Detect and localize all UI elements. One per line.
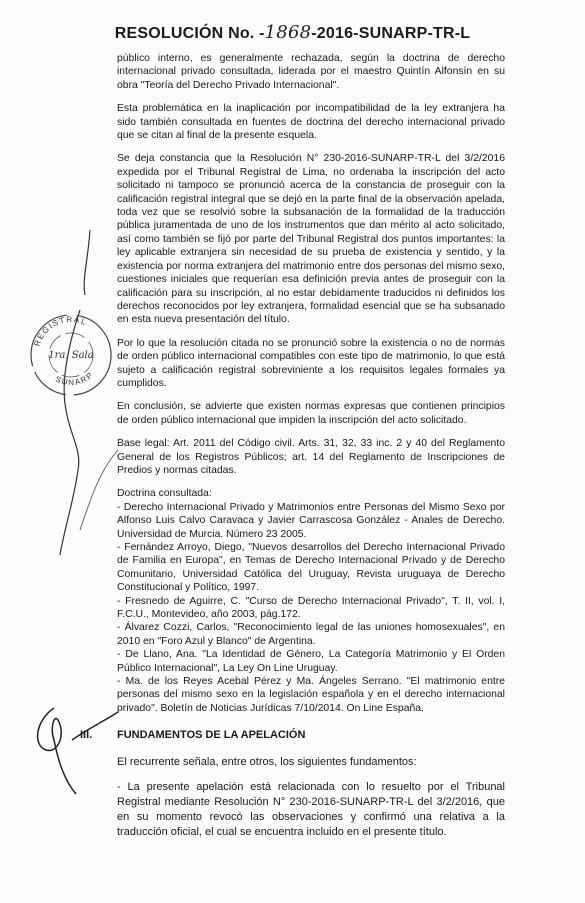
- seal-top-text: REGISTRAL: [32, 314, 89, 348]
- reference-item: - De Llano, Ana. "La Identidad de Género, La Categoría Matrimonio y El Orden Público Internacional", La Ley On Line Uruguay.: [117, 649, 505, 674]
- paragraph: El recurrente señala, entre otros, los siguientes fundamentos:: [117, 755, 417, 768]
- references-list: [117, 487, 505, 715]
- reference-item: - Fernández Arroyo, Diego, "Nuevos desarrollos del Derecho Internacional Privado de Familia en Europa", en Temas de Derecho Internacional Privado y de Derecho Comunitario, Universidad Católica del Uruguay, Revista uruguaya de Derecho Constitucional y Político, 1997.: [117, 542, 505, 594]
- reference-item: - Ma. de los Reyes Acebal Pérez y Ma. Ángeles Serrano. "El matrimonio entre personas del mismo sexo en la legislación española y en el derecho internacional privado". Boletín de Noticias Jurídicas 7/10/2014. On Line España.: [117, 676, 505, 714]
- seal-bottom-text: SUNARP: [54, 370, 96, 388]
- paragraph: Esta problemática en la inaplicación por incompatibilidad de la ley extranjera ha sido también consultada en fuentes de doctrina del derecho internacional privado que se citan al final de la presente esquela.: [117, 103, 505, 142]
- resolution-suffix: -2016-SUNARP-TR-L: [311, 25, 471, 42]
- paragraph: En conclusión, se advierte que existen normas expresas que contienen principios de orden público internacional que impiden la inscripción del acto solicitado.: [117, 401, 505, 426]
- resolution-prefix: RESOLUCIÓN No. -: [114, 25, 265, 42]
- paragraph: Por lo que la resolución citada no se pronunció sobre la existencia o no de normas de orden público internacional compatibles con este tipo de matrimonio, lo que está sujeto a calificación registral sobreviniente a los requisitos legales formales ya cumplidos.: [117, 337, 505, 389]
- paragraph-legal-basis: Base legal: Art. 2011 del Código civil. Arts. 31, 32, 33 inc. 2 y 40 del Reglamento General de los Registros Públicos; art. 14 del Reglamento de Inscripciones de Predios y normas citadas.: [117, 438, 505, 476]
- reference-item: - Fresnedo de Aguirre, C. "Curso de Derecho Internacional Privado", T. II, vol. I, F.C.U., Montevideo, año 2003, pág.172.: [117, 595, 505, 621]
- resolution-number: 1868: [264, 22, 312, 43]
- section-number: III.: [80, 729, 93, 742]
- seal-center-text: 1ra. Sala: [48, 350, 94, 361]
- section-heading: [80, 729, 505, 742]
- reference-item: - Álvarez Cozzi, Carlos, "Reconocimiento legal de las uniones homosexuales", en 2010 en "Foro Azul y Blanco" de Argentina.: [117, 622, 505, 647]
- document-body: [80, 52, 505, 850]
- reference-item: - Derecho Internacional Privado y Matrimonios entre Personas del Mismo Sexo por Alfonso Luis Calvo Caravaca y Javier Carrascosa González - Anales de Derecho. Universidad de Murcia. Número 23 2005.: [117, 501, 505, 540]
- paragraph: Se deja constancia que la Resolución N° 230-2016-SUNARP-TR-L del 3/2/2016 expedida por el Tribunal Registral de Lima, no ordenaba la inscripción del acto solicitado ni tampoco se pronunció acerca de la constancia de proseguir con la calificación registral integral que se dejó en la parte final de la observación apelada, toda vez que se resolvió sobre la subsanación de la formalidad de la traducción pública juramentada de uno de los instrumentos que dan mérito al acto solicitado, así como también se fijó por parte del Tribunal Registral dos puntos importantes: la ley aplicable extranjera sin necesidad de su prueba de existencia y sentido, y la existencia por norma extranjera del matrimonio entre dos personas del mismo sexo, cuestiones iniciales que requerían esa definición previa antes de proseguir con la calificación para su inscripción, al no estar debidamente traducidos ni definidos los derechos reconocidos por ley extranjera, formalidad esencial que se ha subsanado en esta nueva presentación del título.: [117, 153, 505, 326]
- handwritten-initials: [14, 690, 124, 800]
- section-title: FUNDAMENTOS DE LA APELACIÓN: [117, 729, 306, 742]
- references-heading: Doctrina consultada:: [117, 488, 212, 500]
- paragraph: - La presente apelación está relacionada con lo resuelto por el Tribunal Registral mediante Resolución N° 230-2016-SUNARP-TR-L del 3/2/2016, que en su momento revocó las observaciones y confirmó una relativa a la traducción oficial, el cual se encuentra incluido en el presente título.: [117, 780, 505, 838]
- resolution-header: [0, 22, 585, 43]
- paragraph: público interno, es generalmente rechazada, según la doctrina de derecho internacional privado consultada, liderada por el maestro Quintín Alfonsín en su obra "Teoría del Derecho Privado Internacional".: [117, 53, 505, 91]
